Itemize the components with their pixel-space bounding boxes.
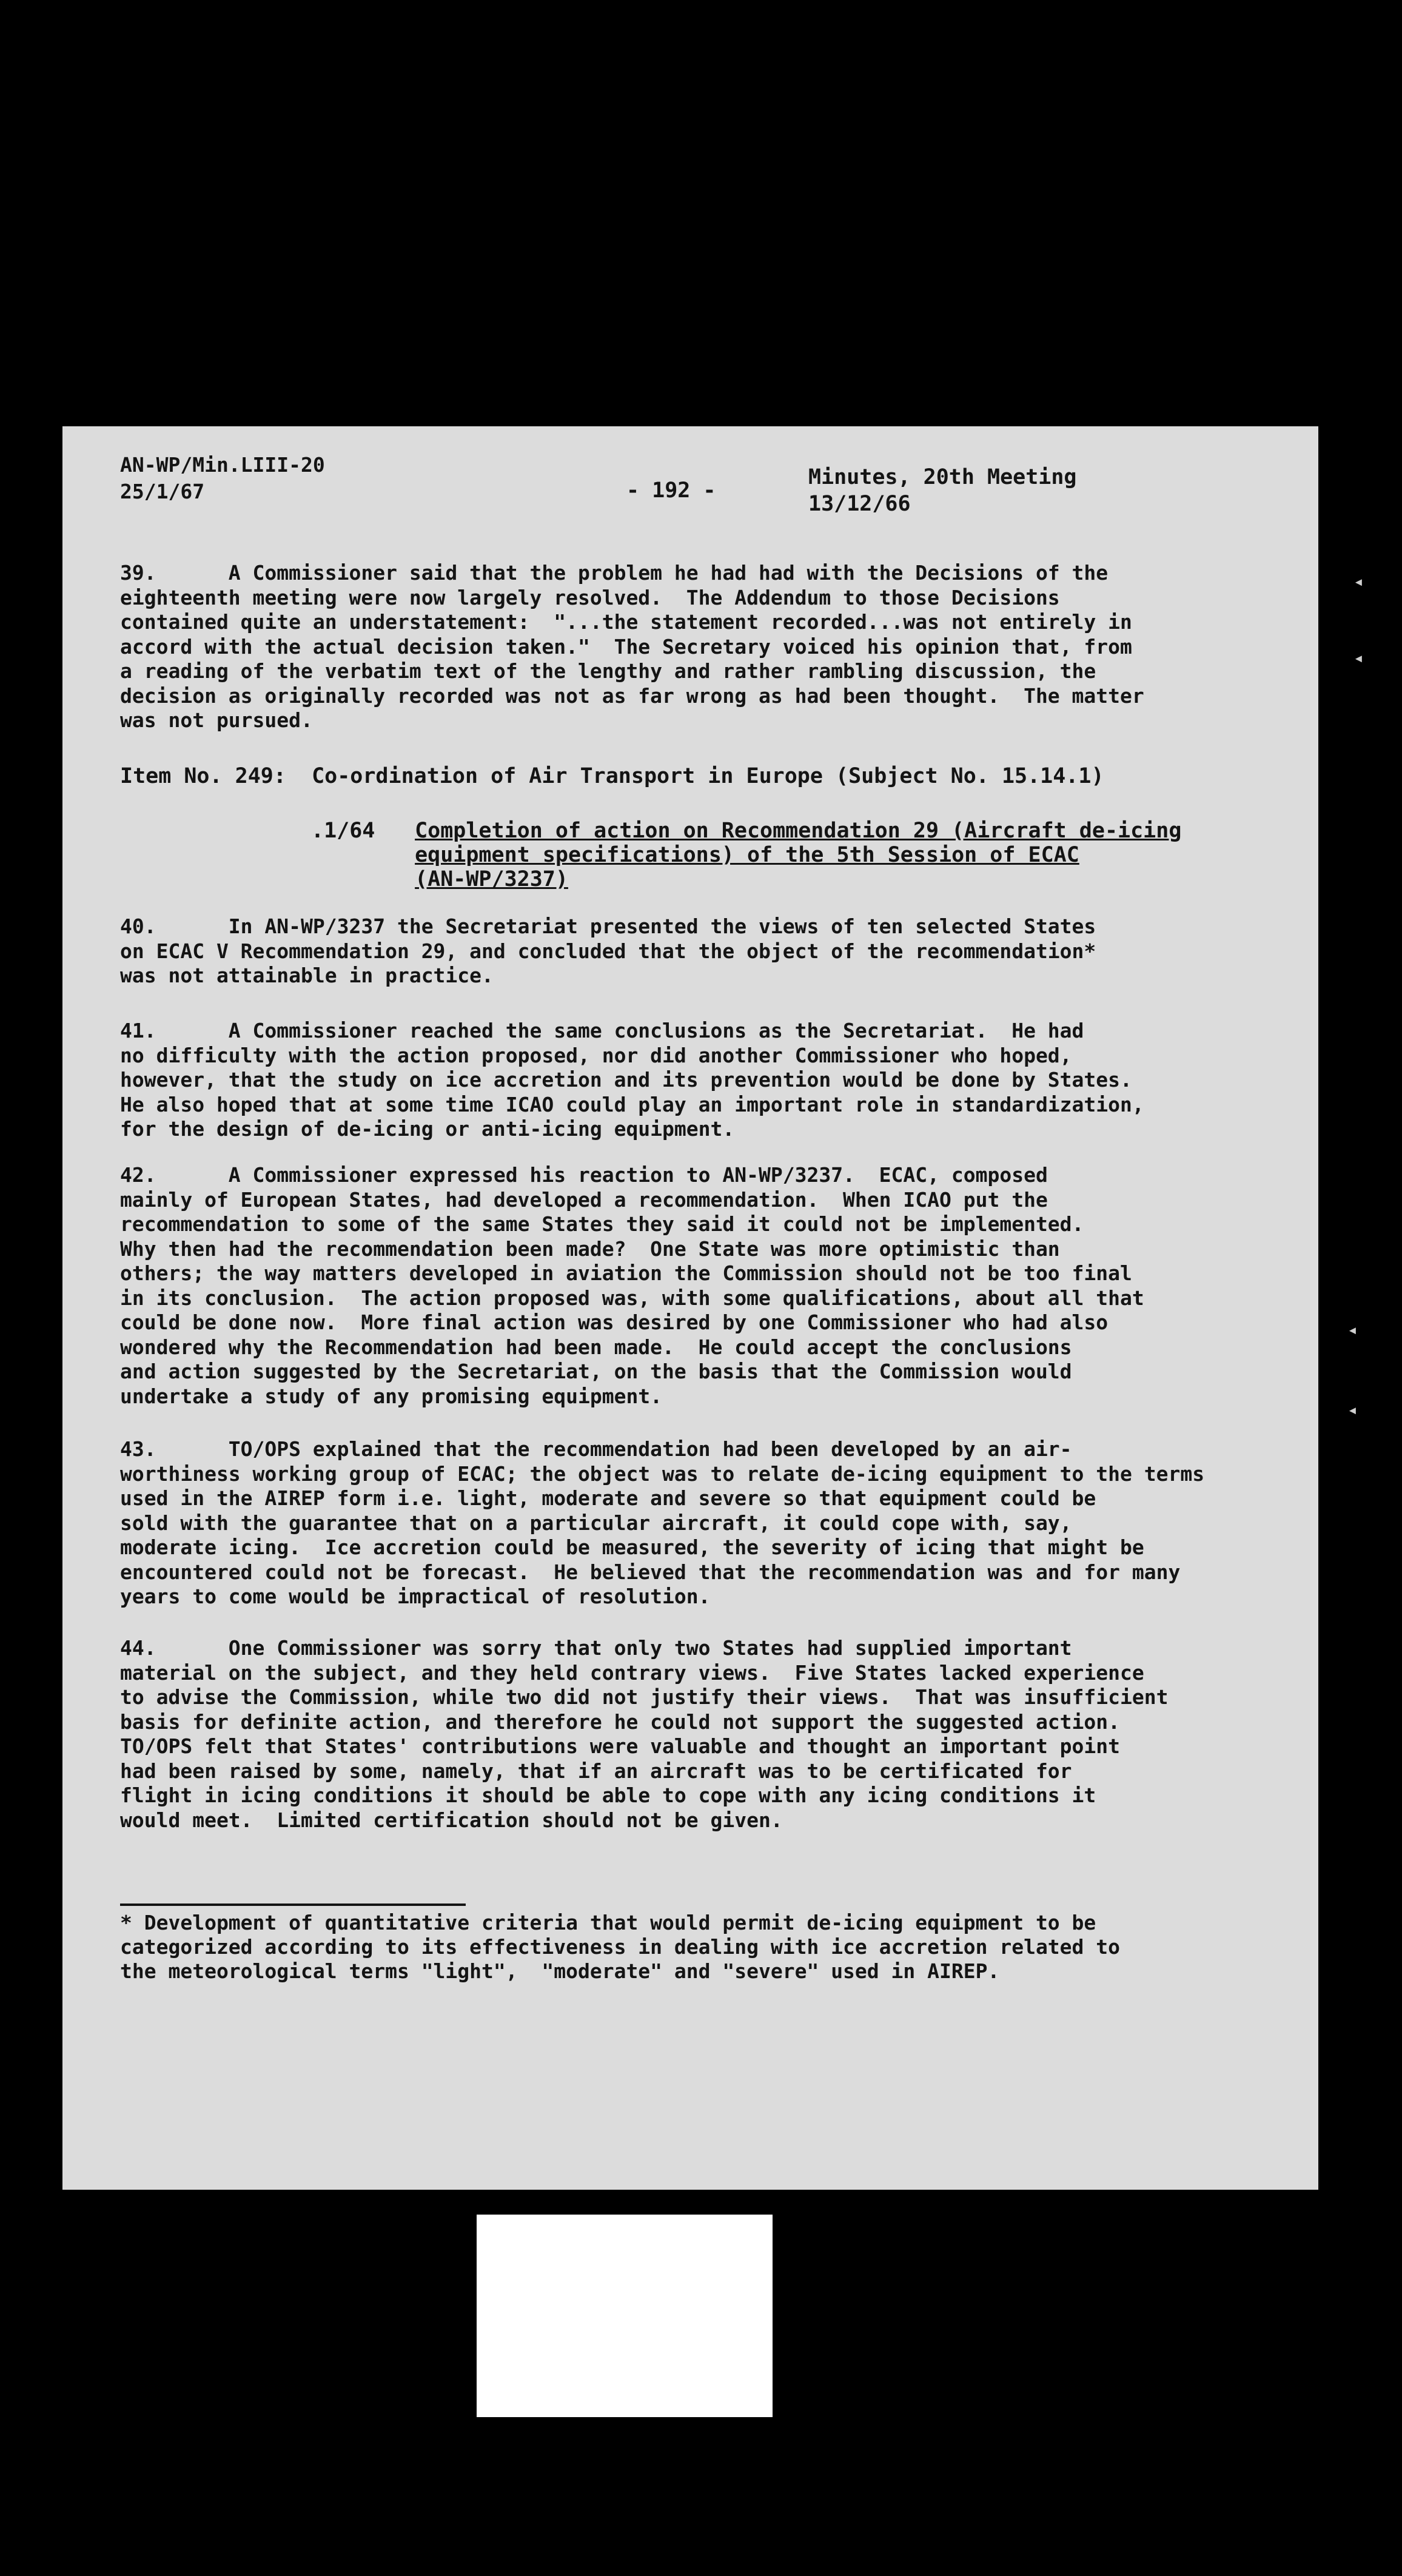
paragraph-line: worthiness working group of ECAC; the object was to relate de-icing equipment to the terms	[120, 1461, 1205, 1486]
paragraph-line: had been raised by some, namely, that if an aircraft was to be certificated for	[120, 1759, 1072, 1783]
paragraph-line: mainly of European States, had developed a recommendation. When ICAO put the	[120, 1187, 1048, 1212]
paragraph-line: basis for definite action, and therefore he could not support the suggested action.	[120, 1709, 1121, 1734]
subitem-title-line: Completion of action on Recommendation 29 (Aircraft de-icing	[415, 819, 1182, 843]
subitem-title-line: equipment specifications) of the 5th Session of ECAC	[415, 843, 1079, 867]
paragraph-39	[120, 561, 1309, 733]
footnote-line: the meteorological terms "light", "moderate" and "severe" used in AIREP.	[120, 1959, 1000, 1983]
paragraph-line: a reading of the verbatim text of the lengthy and rather rambling discussion, the	[120, 659, 1096, 683]
reference-number: AN-WP/Min.LIII-20	[120, 453, 325, 477]
paragraph-line: wondered why the Recommendation had been made. He could accept the conclusions	[120, 1335, 1072, 1359]
paragraph-line: however, that the study on ice accretion and its prevention would be done by States.	[120, 1068, 1132, 1092]
paragraph-line: eighteenth meeting were now largely resolved. The Addendum to those Decisions	[120, 585, 1060, 609]
paragraph-line: 40. In AN-WP/3237 the Secretariat presented the views of ten selected States	[120, 914, 1096, 938]
paragraph-line: flight in icing conditions it should be able to cope with any icing conditions it	[120, 1783, 1096, 1807]
paragraph-42	[120, 1163, 1309, 1409]
document-reference	[120, 452, 325, 505]
scan-mark: ◂	[1353, 648, 1364, 668]
agenda-subitem	[311, 819, 1181, 891]
paragraph-line: 42. A Commissioner expressed his reaction to AN-WP/3237. ECAC, composed	[120, 1163, 1048, 1187]
blank-card	[477, 2215, 773, 2417]
paragraph-line: encountered could not be forecast. He believed that the recommendation was and for many	[120, 1560, 1181, 1584]
paragraph-41	[120, 1019, 1309, 1142]
paragraph-line: He also hoped that at some time ICAO could play an important role in standardization,	[120, 1092, 1144, 1116]
paragraph-line: Why then had the recommendation been made? One State was more optimistic than	[120, 1236, 1060, 1261]
subitem-reference: .1/64	[311, 819, 375, 843]
paragraph-line: no difficulty with the action proposed, nor did another Commissioner who hoped,	[120, 1043, 1072, 1067]
footnote-line: * Development of quantitative criteria that would permit de-icing equipment to be	[120, 1911, 1096, 1934]
paragraph-line: accord with the actual decision taken." The Secretary voiced his opinion that, from	[120, 634, 1132, 659]
meeting-info	[808, 464, 1077, 517]
paragraph-line: could be done now. More final action was desired by one Commissioner who had also	[120, 1310, 1109, 1334]
paragraph-line: on ECAC V Recommendation 29, and concluded that the object of the recommendation*	[120, 939, 1096, 963]
paragraph-line: used in the AIREP form i.e. light, moderate and severe so that equipment could be	[120, 1486, 1096, 1510]
subitem-title	[415, 819, 1181, 891]
document-page	[62, 426, 1318, 2190]
paragraph-line: 39. A Commissioner said that the problem he had had with the Decisions of the	[120, 561, 1109, 585]
paragraph-line: for the design of de-icing or anti-icing equipment.	[120, 1117, 735, 1141]
paragraph-line: TO/OPS felt that States' contributions were valuable and thought an important point	[120, 1734, 1121, 1758]
scan-mark: ◂	[1347, 1400, 1358, 1420]
paragraph-line: 44. One Commissioner was sorry that only two States had supplied important	[120, 1636, 1072, 1660]
paragraph-line: others; the way matters developed in aviation the Commission should not be too final	[120, 1261, 1132, 1285]
subitem-title-line: (AN-WP/3237)	[415, 867, 568, 891]
paragraph-line: undertake a study of any promising equipment.	[120, 1384, 663, 1408]
paragraph-40	[120, 914, 1309, 988]
paragraph-line: 43. TO/OPS explained that the recommendation had been developed by an air-	[120, 1437, 1072, 1461]
paragraph-43	[120, 1437, 1309, 1609]
footnote-divider	[120, 1903, 466, 1906]
reference-date: 25/1/67	[120, 480, 205, 503]
paragraph-line: years to come would be impractical of resolution.	[120, 1585, 711, 1608]
paragraph-line: 41. A Commissioner reached the same conclusions as the Secretariat. He had	[120, 1019, 1084, 1042]
paragraph-line: decision as originally recorded was not as far wrong as had been thought. The matter	[120, 683, 1144, 708]
paragraph-line: was not pursued.	[120, 708, 313, 732]
agenda-item-heading: Item No. 249: Co-ordination of Air Transport in Europe (Subject No. 15.14.1)	[120, 764, 1104, 788]
footnote	[120, 1911, 1120, 1984]
paragraph-line: in its conclusion. The action proposed was, with some qualifications, about all that	[120, 1286, 1144, 1310]
meeting-date: 13/12/66	[808, 492, 911, 516]
footnote-line: categorized according to its effectiveness in dealing with ice accretion related to	[120, 1935, 1121, 1959]
scan-mark: ◂	[1347, 1320, 1358, 1340]
paragraph-line: sold with the guarantee that on a particular aircraft, it could cope with, say,	[120, 1511, 1072, 1535]
paragraph-line: to advise the Commission, while two did not justify their views. That was insufficient	[120, 1685, 1169, 1709]
paragraph-line: contained quite an understatement: "...the statement recorded...was not entirely in	[120, 610, 1132, 634]
paragraph-line: recommendation to some of the same States they said it could not be implemented.	[120, 1212, 1084, 1236]
paragraph-line: moderate icing. Ice accretion could be measured, the severity of icing that might be	[120, 1535, 1144, 1559]
paragraph-44	[120, 1636, 1309, 1833]
paragraph-line: material on the subject, and they held contrary views. Five States lacked experience	[120, 1660, 1144, 1685]
paragraph-line: was not attainable in practice.	[120, 964, 494, 987]
paragraph-line: and action suggested by the Secretariat, on the basis that the Commission would	[120, 1360, 1072, 1383]
paragraph-line: would meet. Limited certification should not be given.	[120, 1808, 783, 1832]
scan-mark: ◂	[1353, 571, 1364, 591]
page-number: - 192 -	[626, 478, 716, 503]
meeting-title: Minutes, 20th Meeting	[808, 465, 1077, 489]
